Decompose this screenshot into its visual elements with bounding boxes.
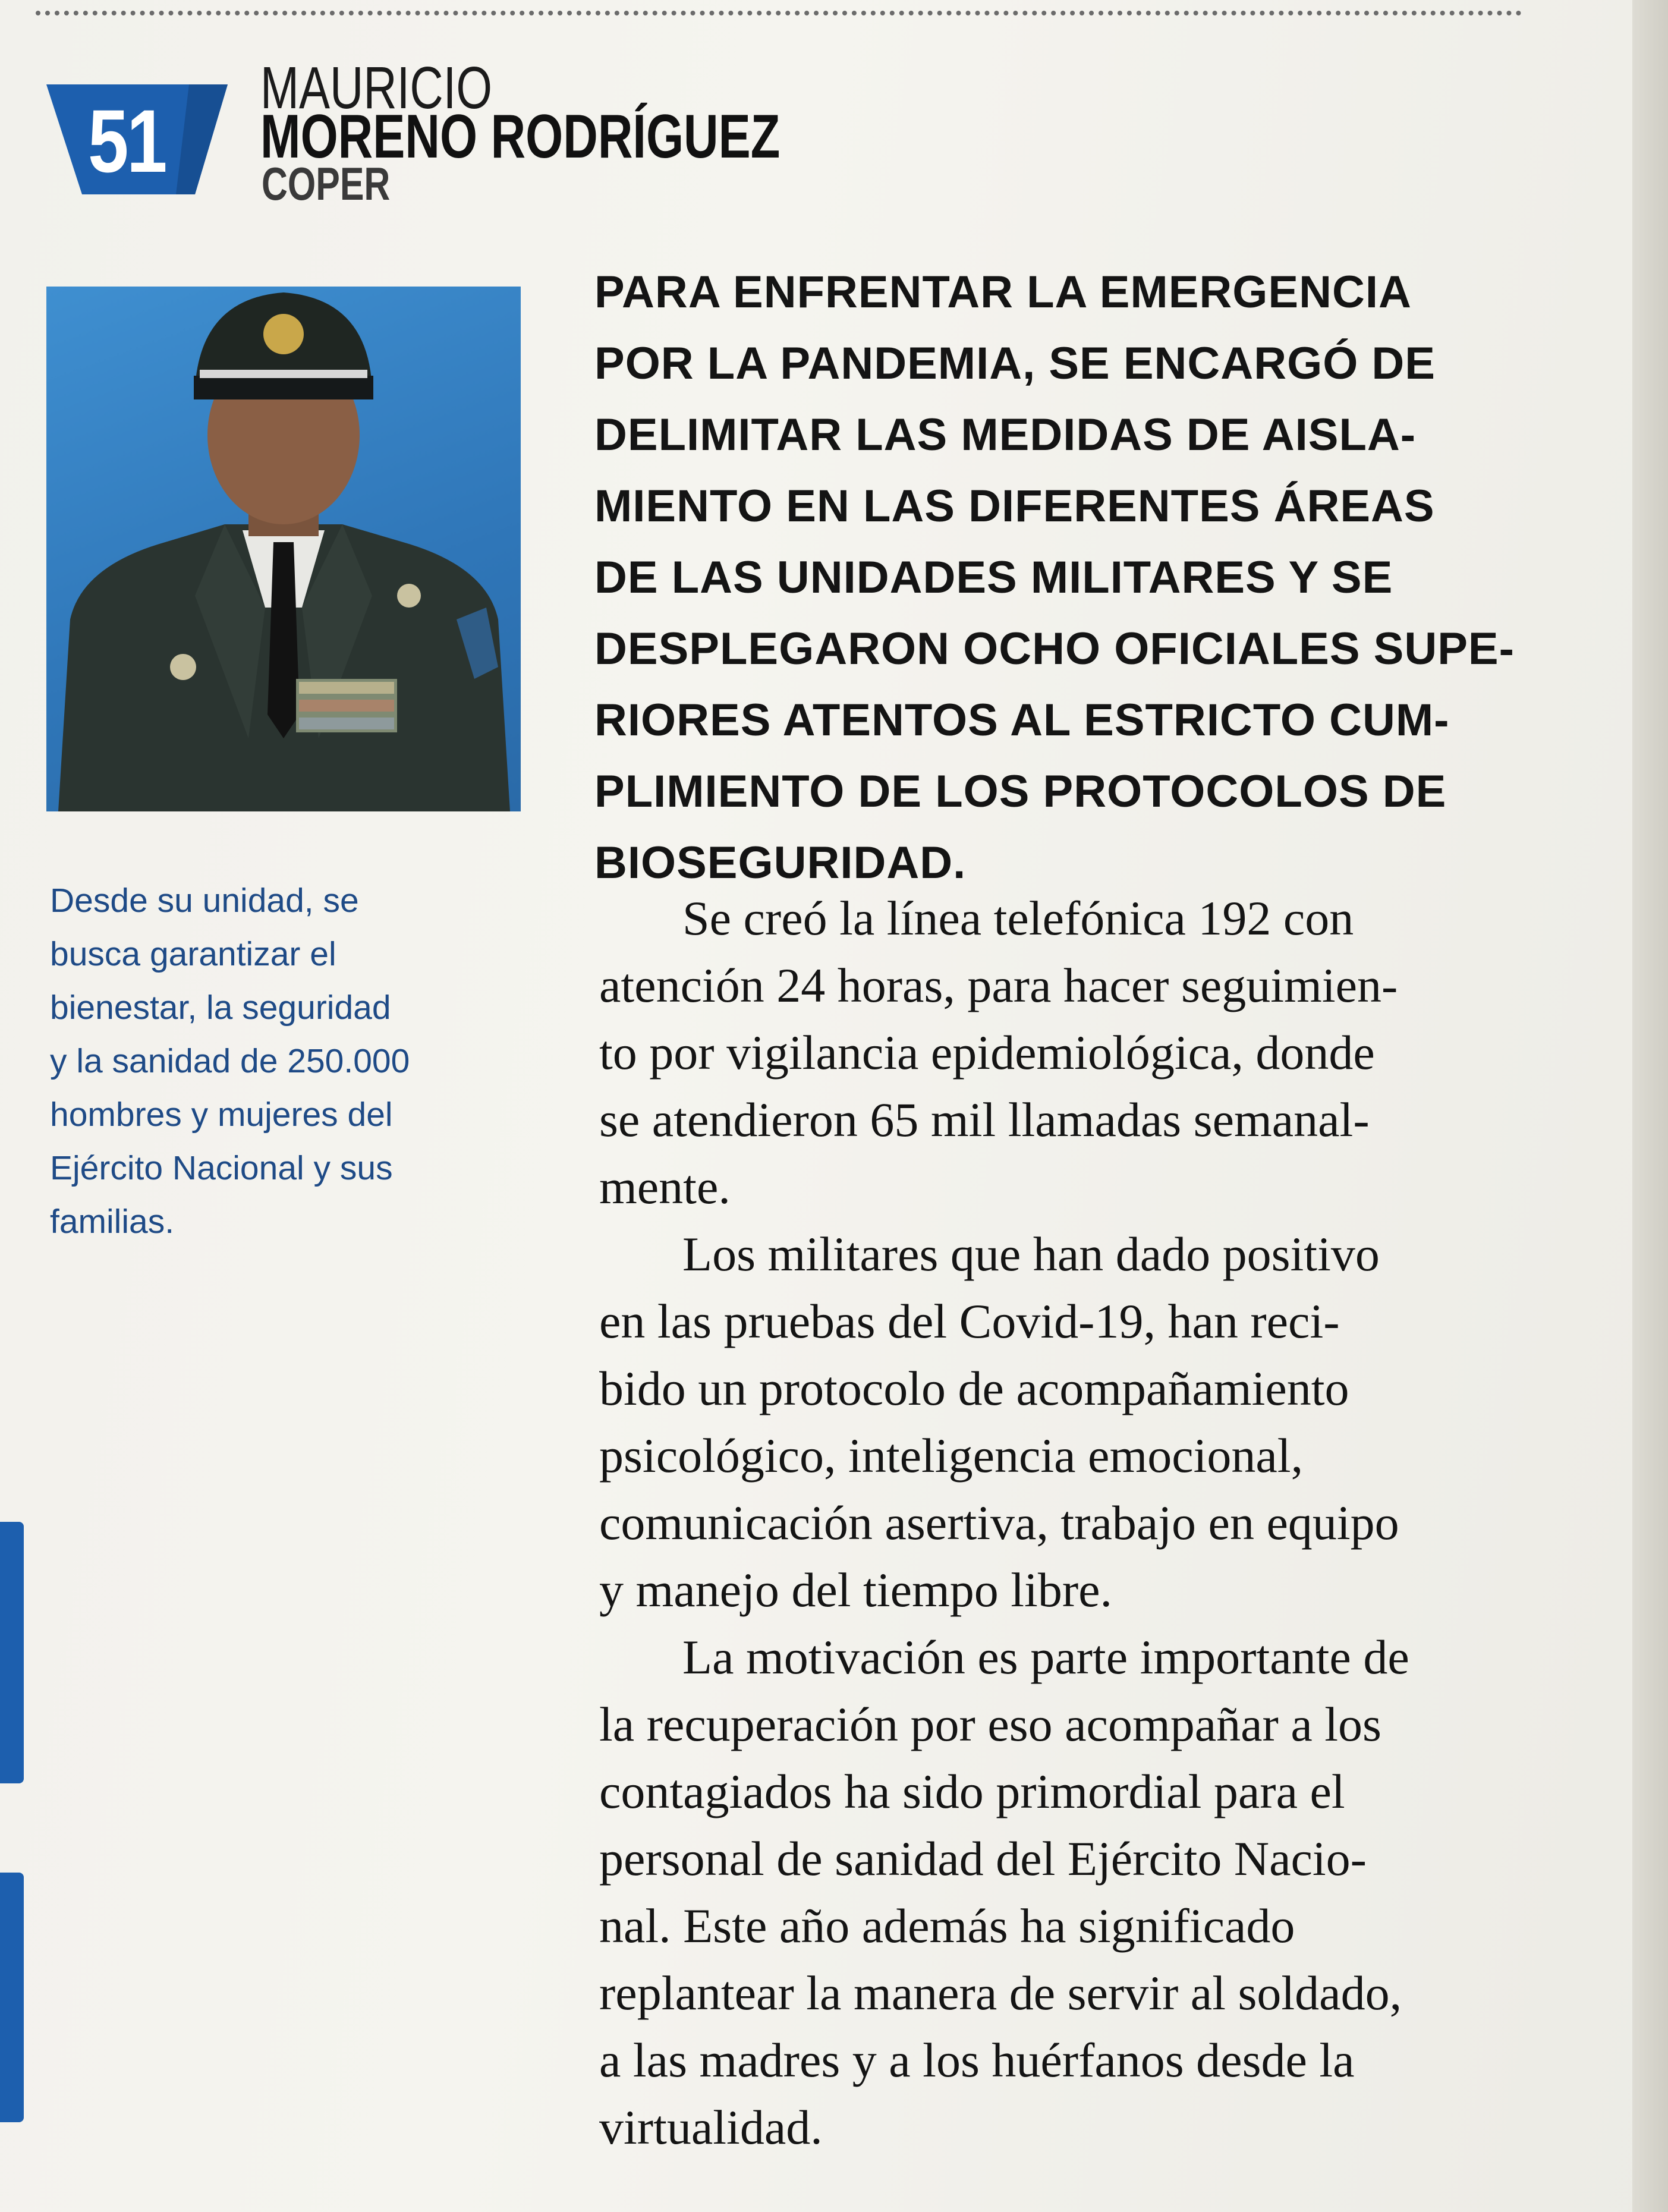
lead-line: RIORES ATENTOS AL ESTRICTO CUM-: [594, 695, 1450, 745]
lead-line: MIENTO EN LAS DIFERENTES ÁREAS: [594, 481, 1435, 531]
body-paragraph: [599, 1220, 1634, 1623]
caption-line: Desde su unidad, se: [50, 882, 359, 920]
caption-line: Ejército Nacional y sus: [50, 1149, 393, 1187]
body-line: atención 24 horas, para hacer seguimien-: [599, 958, 1398, 1012]
caption-line: bienestar, la seguridad: [50, 989, 391, 1027]
body-line: Los militares que han dado positivo: [682, 1227, 1380, 1281]
lead-line: DESPLEGARON OCHO OFICIALES SUPE-: [594, 624, 1515, 674]
lead-line: DELIMITAR LAS MEDIDAS DE AISLA-: [594, 410, 1417, 460]
first-name: MAURICIO: [260, 55, 492, 121]
body-line: a las madres y a los huérfanos desde la: [599, 2033, 1355, 2087]
body-line: y manejo del tiempo libre.: [599, 1563, 1113, 1617]
body-paragraph: [599, 885, 1634, 1220]
caption-line: hombres y mujeres del: [50, 1096, 393, 1134]
lead-line: PLIMIENTO DE LOS PROTOCOLOS DE: [594, 766, 1447, 817]
unit-name: COPER: [262, 158, 391, 210]
body-line: en las pruebas del Covid-19, han reci-: [599, 1294, 1340, 1348]
officer-portrait-icon: [46, 287, 521, 811]
caption-line: busca garantizar el: [50, 935, 336, 973]
section-tab: [0, 1873, 24, 2122]
body-paragraph: [599, 1623, 1634, 2161]
body-line: comunicación asertiva, trabajo en equipo: [599, 1496, 1399, 1550]
body-text: [599, 885, 1634, 2161]
body-line: to por vigilancia epidemiológica, donde: [599, 1025, 1375, 1080]
dotted-border: [36, 11, 1522, 15]
body-line: psicológico, inteligencia emocional,: [599, 1428, 1304, 1483]
body-line: mente.: [599, 1160, 731, 1214]
page-edge-shadow: [1632, 0, 1668, 2212]
body-line: se atendieron 65 mil llamadas semanal-: [599, 1093, 1370, 1147]
body-line: La motivación es parte importante de: [682, 1630, 1409, 1684]
body-line: personal de sanidad del Ejército Nacio-: [599, 1832, 1367, 1886]
body-line: bido un protocolo de acompañamiento: [599, 1361, 1349, 1415]
last-name: MORENO RODRÍGUEZ: [260, 102, 781, 171]
number-badge: [46, 84, 228, 194]
lead-line: POR LA PANDEMIA, SE ENCARGÓ DE: [594, 338, 1436, 389]
caption-line: y la sanidad de 250.000: [50, 1042, 410, 1080]
section-tab: [0, 1522, 24, 1783]
lead-line: PARA ENFRENTAR LA EMERGENCIA: [594, 267, 1412, 317]
body-line: virtualidad.: [599, 2100, 823, 2154]
body-line: la recuperación por eso acompañar a los: [599, 1697, 1381, 1751]
lead-paragraph: [594, 257, 1629, 899]
body-line: replantear la manera de servir al soldado,: [599, 1966, 1402, 2020]
lead-line: DE LAS UNIDADES MILITARES Y SE: [594, 552, 1393, 603]
caption-line: familias.: [50, 1203, 175, 1241]
body-line: nal. Este año además ha significado: [599, 1899, 1295, 1953]
profile-number: 51: [88, 91, 166, 191]
body-line: contagiados ha sido primordial para el: [599, 1764, 1345, 1818]
lead-line: BIOSEGURIDAD.: [594, 838, 967, 888]
photo-caption: [50, 874, 537, 1248]
portrait-photo: [46, 287, 521, 811]
body-line: Se creó la línea telefónica 192 con: [682, 891, 1354, 945]
